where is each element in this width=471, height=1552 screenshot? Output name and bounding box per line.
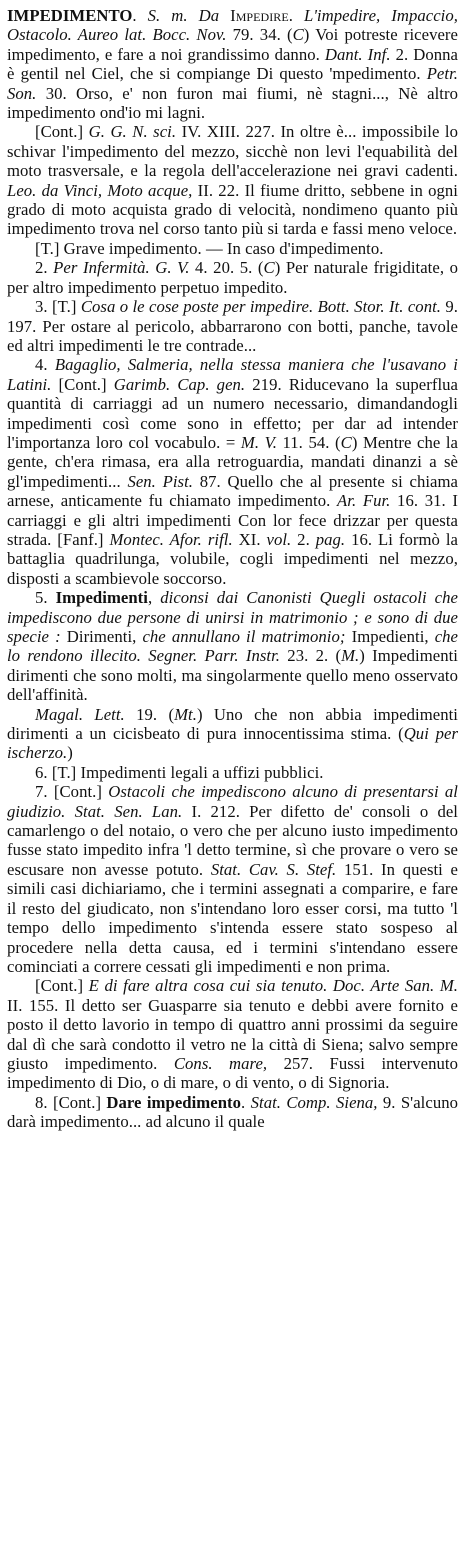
text-run: 2. Donna è gentil nel Ciel, che si compiange Di questo 'mpedimento. [7, 44, 458, 84]
text-run: 79. 34. ( [226, 25, 293, 45]
text-run: Montec. Afor. rifl. [109, 529, 233, 549]
text-run: M. V. [240, 432, 277, 452]
text-run: ) Impedimenti dirimenti che sono molti, ma singolarmente quello meno osservato dell'affinità. [7, 646, 458, 705]
text-run: L'impedire, Impaccio, Ostacolo. Aureo lat. Bocc. Nov. [7, 6, 458, 45]
text-run: Dare impedimento [106, 1092, 242, 1112]
entry-paragraph-p5 [7, 355, 458, 588]
entry-paragraph-p10 [7, 976, 458, 1092]
text-run: 30. Orso, e' non furon mai fiumi, nè stagni..., Nè altro impedimento ond'io mi lagni. [7, 83, 458, 123]
text-run: XI. [232, 529, 267, 549]
text-run: I. 212. Per difetto de' consoli o del camarlengo o del notaio, o vero che per alcuno iusto impedimento fusse stato impedito infra 'l detto termine, sì che provare o vero se escusare non avesse potuto. [7, 801, 458, 879]
text-run: 3. [T.] [35, 297, 81, 317]
text-run: Impedimenti [55, 588, 148, 608]
dictionary-entry-impedimento [7, 6, 458, 1132]
text-run: 4. 20. 5. ( [189, 258, 264, 278]
text-run: [T.] Grave impedimento. — In caso d'impedimento. [35, 238, 384, 258]
text-run: Ar. Fur. [337, 491, 391, 511]
entry-paragraph-p6 [7, 588, 458, 704]
text-run: ) Voi potreste ricevere impedimento, e fare a noi grandissimo danno. [7, 25, 458, 64]
entry-paragraph-p1 [7, 122, 458, 238]
text-run: IMPEDIMENTO [7, 6, 133, 25]
text-run: C [263, 258, 275, 278]
text-run: , [147, 588, 161, 608]
entry-paragraph-p3 [7, 258, 458, 297]
text-run: . [288, 6, 304, 25]
text-run: 151. In questi e simili casi dichiariamo, che i termini assegnati a comparire, e fare il resto del giudicato, non s'intendano loro esser corsi, ma tutto 'l tempo dello impedimento s'intenda essere stato sospeso al procedere nella detta causa, ed i termini s'intendano essere cominciati a correre cessati gli impedimenti e non prima. [7, 859, 458, 976]
text-run: 6. [T.] Impedimenti legali a uffizi pubblici. [35, 762, 324, 782]
text-run: Cons. mare, [173, 1053, 268, 1073]
text-run: 8. [Cont.] [35, 1092, 107, 1112]
text-run: che lo rendono illecito. Segner. Parr. Instr. [7, 627, 458, 666]
text-run: che annullano il matrimonio; [142, 627, 346, 646]
text-run: 4. [35, 355, 55, 375]
text-run: . [241, 1092, 251, 1112]
text-run: diconsi dai Canonisti Quegli ostacoli che impediscono due persone di unirsi in matrimonio ; e sono di due specie : [7, 588, 458, 646]
text-run: IV. XIII. 227. In oltre è... impossibile lo schivar l'impedimento del mezzo, sicchè non levi l'equabilità del moto trasversale, e la regola dell'accelerazione nei gravi cadenti. [7, 122, 459, 181]
text-run: II. 22. Il fiume dritto, sebbene in ogni grado di moto acquista grado di velocità, nondimeno quanto più impedimento trova nel corso tanto più si tarda e fassi meno veloce. [7, 180, 458, 239]
text-run: Dirimenti, [60, 627, 143, 646]
text-run: Bagaglio, Salmeria, nella stessa maniera che l'usavano i Latini. [7, 355, 458, 394]
text-run: Cosa o le cose poste per impedire. Bott. Stor. It. cont. [80, 297, 441, 317]
entry-paragraph-p7 [7, 705, 458, 763]
text-run: 11. 54. ( [276, 432, 341, 452]
text-run: II. 155. Il detto ser Guasparre sia tenuto e debbi avere fornito e posto il detto lavorio in tempo di quattro anni prossimi da seguire dal dì che sarà condotto il vetro ne la città di Siena; salvo sempre giusto impedimento. [7, 995, 458, 1073]
text-run: 19. ( [124, 704, 175, 724]
text-run: Qui per ischerzo. [7, 724, 458, 763]
text-run: 9. S'alcuno darà impedimento... ad alcuno il quale [7, 1092, 459, 1132]
entry-paragraph-p8 [7, 763, 458, 782]
text-run: ) Per naturale frigiditate, o per altro impedimento perpetuo impedito. [7, 258, 458, 297]
text-run: Stat. Comp. Siena, [250, 1092, 378, 1112]
text-run: 5. [35, 588, 56, 608]
text-run: [Cont.] [35, 122, 89, 142]
text-run: 2. [291, 529, 316, 549]
text-run: S. m. Da [147, 6, 231, 25]
text-run: ) Uno che non abbia impedimenti dirimenti a un cicisbeato di pura innocentissima stima. ( [7, 704, 458, 744]
text-run: G. G. N. sci. [88, 122, 177, 142]
text-run: C [292, 25, 304, 45]
text-run: Dant. Inf. [324, 44, 391, 64]
text-run: [Cont.] [35, 976, 89, 996]
text-run: 257. Fussi intervenuto impedimento di Dio, o di mare, o di vento, o di Signoria. [7, 1053, 458, 1093]
text-run: 23. 2. ( [280, 646, 342, 666]
text-run: 7. [Cont.] [35, 782, 109, 802]
text-run: [Cont.] [51, 374, 114, 394]
text-run: Mt. [174, 704, 197, 724]
text-run: Petr. Son. [7, 64, 458, 103]
text-run: Impedire [230, 6, 289, 25]
text-run: M. [341, 646, 360, 666]
entry-paragraph-p11 [7, 1093, 458, 1132]
text-run: Leo. da Vinci, Moto acque, [7, 180, 193, 200]
text-run: Impedienti, [345, 627, 435, 646]
text-run: Garimb. Cap. gen. [113, 374, 246, 394]
entry-paragraph-p2 [7, 239, 458, 258]
text-run: Magal. Lett. [35, 704, 125, 724]
text-run: C [340, 432, 352, 452]
text-run: 219. Riducevano la superflua quantità di carriaggi ad un numero necessario, dimandandogli impedimenti così come sono in effetto; per dar ad intender l'importanza loro col vocabulo. = [7, 374, 458, 452]
text-run: 87. Quello che al presente si chiama arnese, anticamente fu chiamato impedimento. [7, 471, 458, 511]
text-run: 16. 31. I carriaggi e gli altri impedimenti Con lor fece drizzar per questa strada. [Fanf.] [7, 491, 459, 549]
text-run: 2. [35, 258, 54, 278]
entry-paragraph-p4 [7, 297, 458, 355]
text-run: Ostacoli che impediscono alcuno di presentarsi al giudizio. Stat. Sen. Lan. [7, 782, 458, 821]
text-run: 9. 197. Per ostare al pericolo, abbarrarono con botti, panche, tavole ed altri impedimenti le tre contrade... [7, 297, 458, 355]
text-run: Stat. Cav. S. Stef. [210, 859, 337, 879]
text-run: E di fare altra cosa cui sia tenuto. Doc. Arte San. M. [88, 976, 458, 996]
entry-paragraph-p9 [7, 782, 458, 976]
text-run: 16. Li formò la battaglia quadrilunga, volubile, cogli impedimenti nel mezzo, disposti a scambievole soccorso. [7, 529, 459, 588]
text-run: Sen. Pist. [127, 471, 194, 491]
text-run: Per Infermità. G. V. [53, 258, 190, 278]
text-run: vol. [266, 529, 292, 549]
text-run: ) [67, 743, 73, 763]
entry-paragraph-p0 [7, 6, 458, 122]
text-run: ) Mentre che la gente, ch'era rimasa, era alla retroguardia, mandati dinanzi a sè gl'impedimenti... [7, 432, 459, 491]
text-run: pag. [315, 529, 346, 549]
text-run: . [132, 6, 148, 25]
